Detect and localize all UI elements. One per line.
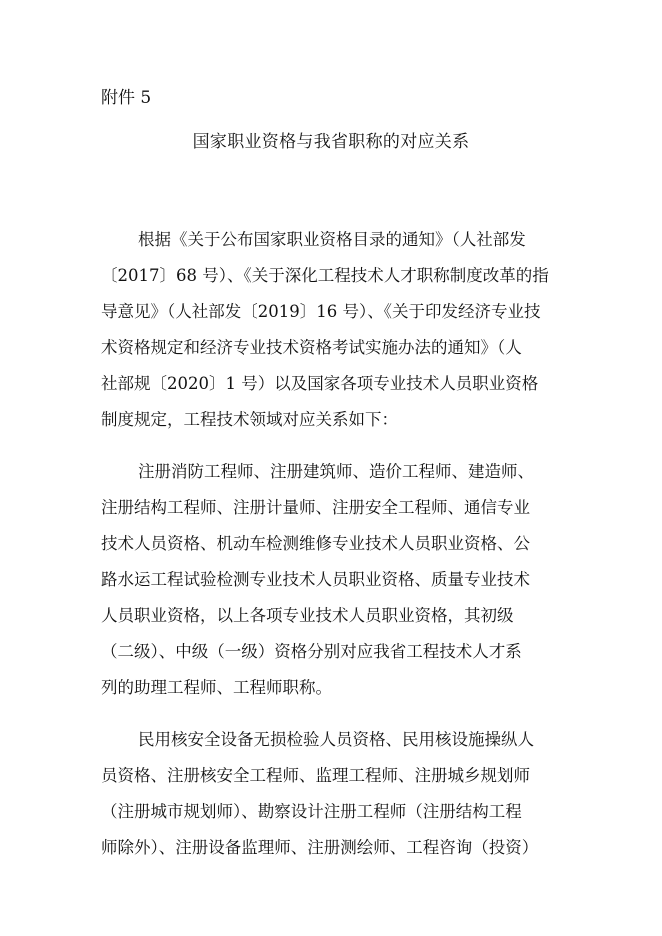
paragraph-line: 列的助理工程师、工程师职称。 xyxy=(101,678,332,697)
paragraph-engineer-qualifications xyxy=(101,454,567,706)
paragraph-line: 员资格、注册核安全工程师、监理工程师、注册城乡规划师 xyxy=(101,766,530,785)
paragraph-line: 制度规定，工程技术领域对应关系如下： xyxy=(101,410,398,429)
paragraph-line: 技术人员资格、机动车检测维修专业技术人员职业资格、公 xyxy=(101,534,530,553)
document-body xyxy=(101,222,567,882)
paragraph-line: 社部规〔2020〕1 号）以及国家各项专业技术人员职业资格 xyxy=(101,374,539,393)
paragraph-basis xyxy=(101,222,567,438)
paragraph-line: 人员职业资格，以上各项专业技术人员职业资格，其初级 xyxy=(101,606,514,625)
paragraph-line: 根据《关于公布国家职业资格目录的通知》（人社部发 xyxy=(138,230,526,249)
attachment-label: 附件 5 xyxy=(101,88,152,108)
paragraph-line: 路水运工程试验检测专业技术人员职业资格、质量专业技术 xyxy=(101,570,530,589)
paragraph-line: 术资格规定和经济专业技术资格考试实施办法的通知》（人 xyxy=(101,338,522,357)
paragraph-line: 导意见》（人社部发〔2019〕16 号）、《关于印发经济专业技 xyxy=(101,302,541,321)
paragraph-line: 师除外）、注册设备监理师、注册测绘师、工程咨询（投资） xyxy=(101,838,539,857)
paragraph-line: （二级）、中级（一级）资格分别对应我省工程技术人才系 xyxy=(101,642,522,661)
paragraph-line: 民用核安全设备无损检验人员资格、民用核设施操纵人 xyxy=(138,730,534,749)
paragraph-nuclear-qualifications xyxy=(101,722,567,866)
paragraph-line: （注册城市规划师）、勘察设计注册工程师（注册结构工程 xyxy=(101,802,522,821)
paragraph-line: 注册结构工程师、注册计量师、注册安全工程师、通信专业 xyxy=(101,498,530,517)
paragraph-line: 注册消防工程师、注册建筑师、造价工程师、建造师、 xyxy=(138,462,534,481)
document-title: 国家职业资格与我省职称的对应关系 xyxy=(192,132,470,152)
paragraph-line: 〔2017〕68 号）、《关于深化工程技术人才职称制度改革的指 xyxy=(101,266,549,285)
